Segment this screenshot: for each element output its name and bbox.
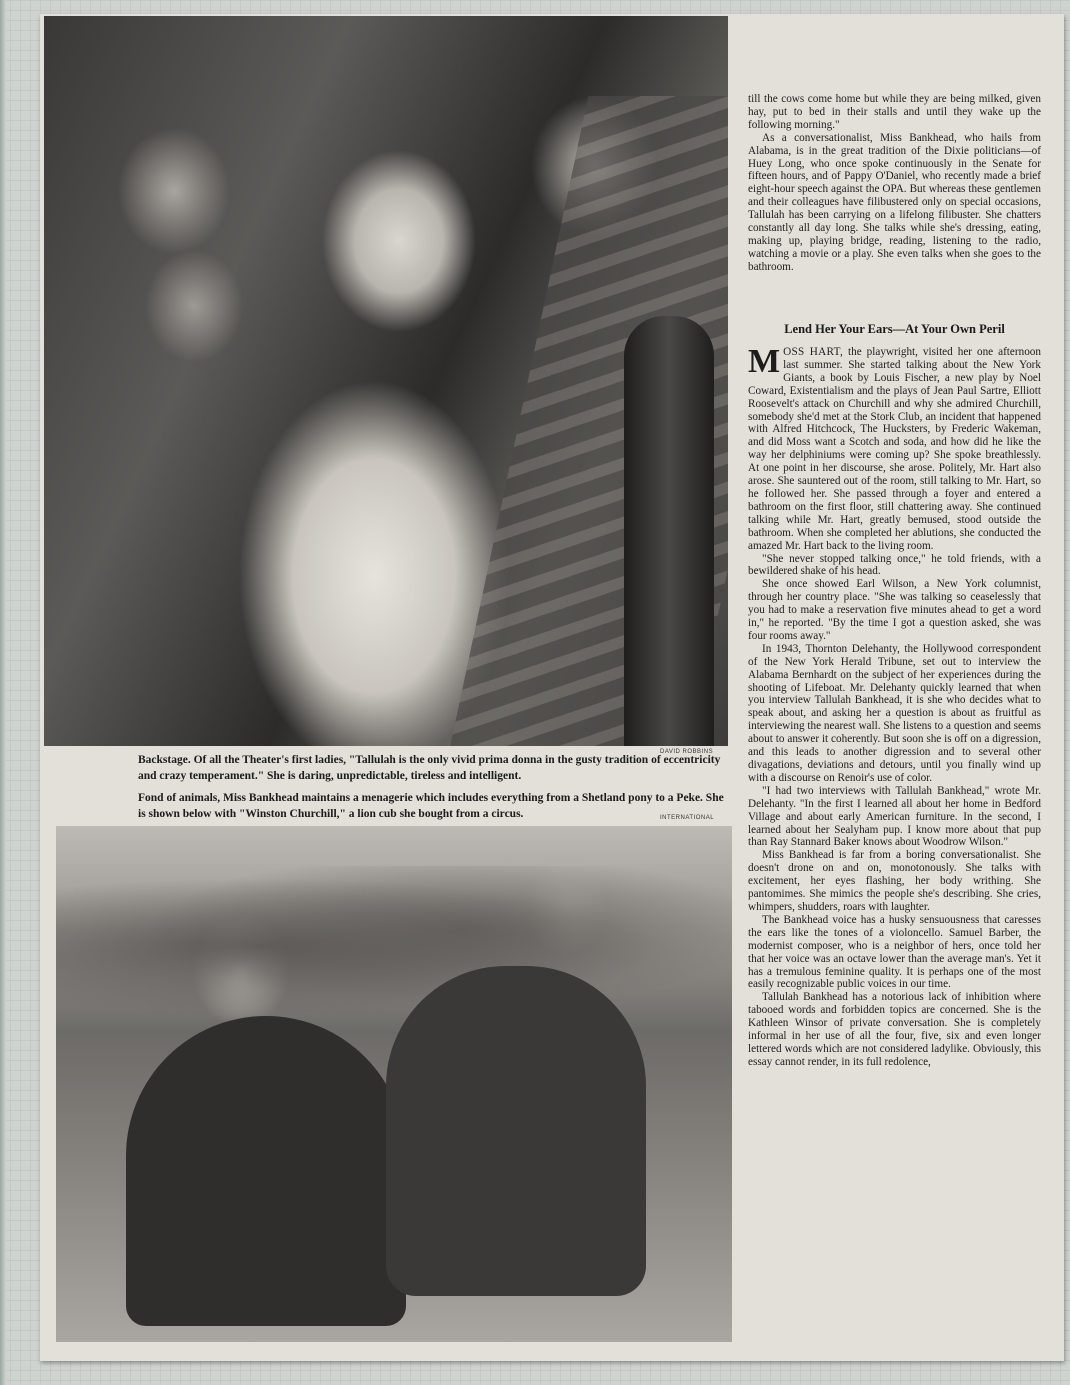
article-paragraph: Miss Bankhead is far from a boring conversationalist. She doesn't drone on and on, monotonously. She talks with excitement, her eyes flashing, her body writhing. She pantomimes. She mimics the people she's describing. She cries, whimpers, shudders, roars with laughter. (748, 849, 1041, 913)
article-paragraph (748, 343, 1041, 553)
article-paragraph: She once showed Earl Wilson, a New York columnist, through her country place. "She was talking so ceaselessly that you had to make a reservation five minutes ahead to get a word in," he reported. "By the time I got a question asked, she was four rooms away." (748, 578, 1041, 642)
article-paragraph: In 1943, Thornton Delehanty, the Hollywood correspondent of the New York Herald Tribune, set out to interview the Alabama Bernhardt on the subject of her experiences during the shooting of Lifeboat. Mr. Delehanty quickly learned that when you interview Tallulah Bankhead, it is she who decides what to speak about, and asking her a question is about as fruitful as interviewing the nearest wall. She listens to a question and seems about to answer it coherently. But soon she is off on a digression, and this leads to another digression and to several other divagations, deviations and detours, until you finally wind up with a discourse on Renoir's use of color. (748, 642, 1041, 784)
trees-shape (56, 866, 732, 1026)
section-heading: Lend Her Your Ears—At Your Own Peril (784, 322, 1005, 336)
drop-cap: M (748, 343, 781, 380)
photo-credit-top: DAVID ROBBINS (660, 749, 714, 755)
article-paragraph: The Bankhead voice has a husky sensuousness that caresses the ears like the tones of a violoncello. Samuel Barber, the modernist composer, who is a neighbor of hers, once told her that her voice was an octave lower than the average man's. Yet it has a tremulous feminine quality. It is perhaps one of the most easily recognizable public voices in our time. (748, 913, 1041, 991)
article-column-top (748, 93, 1041, 274)
article-paragraph-text: the playwright, visited her one afternoon last summer. She started talking about the New York Giants, a book by Louis Fischer, a new play by Noel Coward, Existentialism and the plays of Jean Paul Sartre, Elliott Roosevelt's attack on Churchill and why she admired Churchill, somebody she'd met at the Stork Club, an incident that happened with Alfred Hitchcock, The Hucksters, by Frederic Wakeman, and did Moss want a Scotch and soda, and how did he like the way her delphiniums were coming up? She spoke breathlessly. At one point in her discourse, she arose. Politely, Mr. Hart also arose. She sauntered out of the room, still talking to Mr. Hart, so he followed her. She passed through a foyer and entered a bathroom on the first floor, still chattering away. She continued talking while Mr. Hart, greatly bemused, stood outside the bathroom. When she completed her ablutions, she conducted the amazed Mr. Hart back to the living room. (748, 346, 1041, 552)
caption-backstage: Backstage. Of all the Theater's first ladies, "Tallulah is the only vivid prima donna in the gusty tradition of eccentricity and crazy temperament." She is daring, unpredictable, tireless and intelligent. (138, 754, 721, 782)
binder-margin (0, 0, 6, 1385)
banister-shape (624, 316, 714, 746)
photo-credit-bottom: INTERNATIONAL (660, 815, 715, 821)
woman-figure-shape (126, 1016, 406, 1326)
man-figure-shape (386, 966, 646, 1296)
lead-caps: OSS HART, (783, 346, 844, 358)
lion-cub-photo (56, 826, 732, 1342)
article-paragraph: till the cows come home but while they are being milked, given hay, put to bed in their stalls and until they wake up the following morning." (748, 93, 1041, 131)
article-paragraph: As a conversationalist, Miss Bankhead, who hails from Alabama, is in the great tradition of the Dixie politicians—of Huey Long, who once spoke continuously in the Senate for fifteen hours, and of Pappy O'Daniel, who recently made a brief eight-hour speech against the OPA. But whereas these gentlemen and their colleagues have filibustered only on special occasions, Tallulah has been carrying on a lifelong filibuster. She chatters constantly all day long. She talks while she's dressing, eating, making up, playing bridge, reading, listening to the radio, watching a movie or a play. She even talks when she goes to the bathroom. (748, 131, 1041, 273)
article-paragraph: "I had two interviews with Tallulah Bankhead," wrote Mr. Delehanty. "In the first I learned all about her home in Bedford Village and about early American furniture. In the second, I learned about her Sealyham pup. I know more about that pup than Ray Stannard Baker knows about Woodrow Wilson." (748, 784, 1041, 849)
article-paragraph: "She never stopped talking once," he told friends, with a bewildered shake of his head. (748, 552, 1041, 578)
article-paragraph: Tallulah Bankhead has a notorious lack of inhibition where tabooed words and forbidden topics are concerned. She is the Kathleen Winsor of private conversation. She is completely informal in her use of all the four, five, six and even longer lettered words which are not considered ladylike. Obviously, this essay cannot render, in its full redolence, (748, 991, 1041, 1068)
backstage-photo (44, 16, 728, 746)
article-column-main (748, 343, 1041, 1069)
caption-animals: Fond of animals, Miss Bankhead maintains a menagerie which includes everything from a Shetland pony to a Peke. She is shown below with "Winston Churchill," a lion cub she bought from a circus. (138, 792, 724, 820)
